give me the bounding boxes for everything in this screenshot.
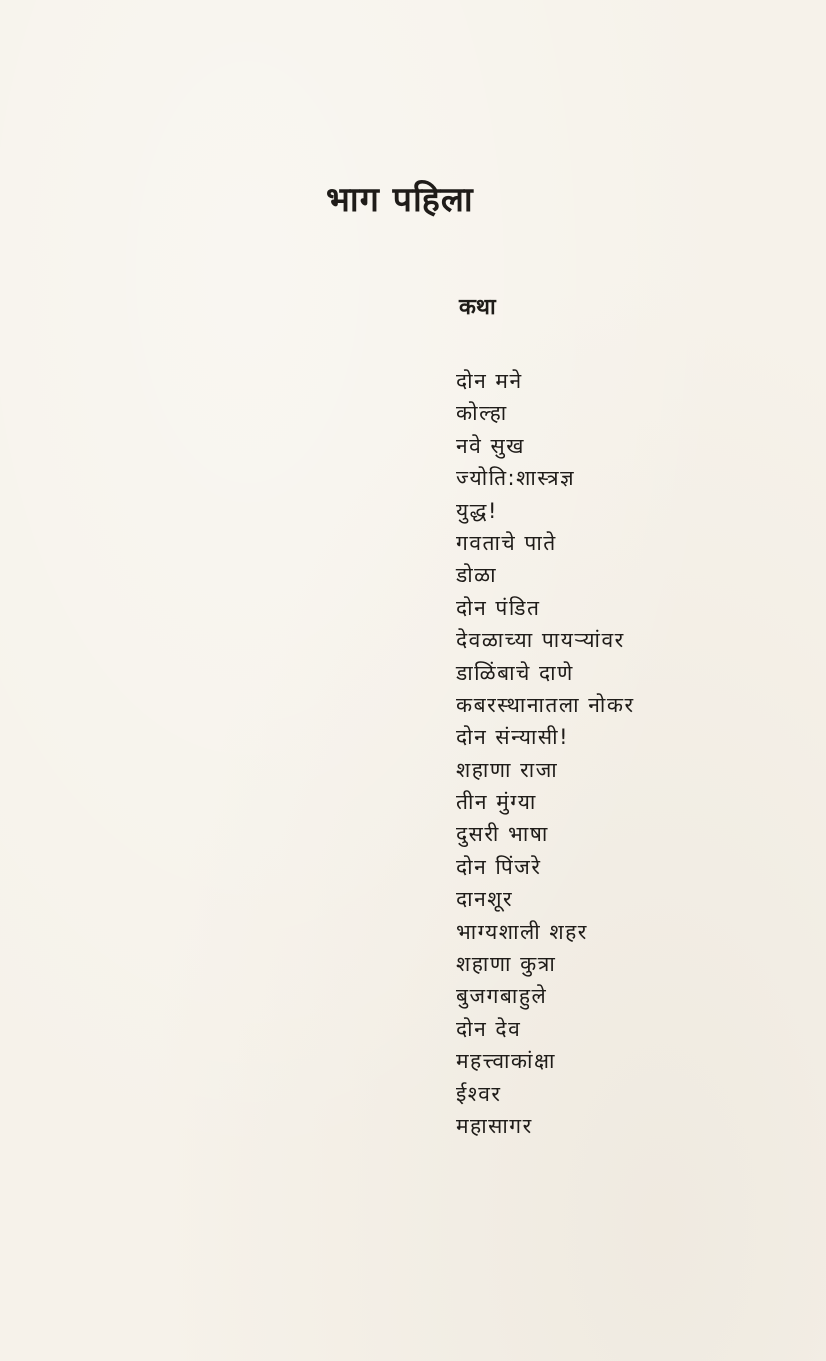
list-item: ईश्वर (456, 1081, 502, 1106)
list-item: भाग्यशाली शहर (456, 919, 588, 944)
list-item: ज्योति:शास्त्रज्ञ (456, 466, 576, 491)
list-item: दोन पिंजरे (456, 854, 542, 879)
list-item: डोळा (456, 563, 498, 588)
story-list (456, 365, 635, 1142)
list-item: दुसरी भाषा (456, 822, 549, 847)
list-item: शहाणा राजा (456, 757, 559, 782)
list-item: तीन मुंग्या (456, 790, 537, 815)
part-title: भाग पहिला (326, 180, 474, 220)
list-item: देवळाच्या पायऱ्यांवर (456, 628, 625, 653)
list-item: कबरस्थानातला नोकर (456, 692, 635, 717)
list-item: बुजगबाहुले (456, 984, 548, 1009)
list-item: डाळिंबाचे दाणे (456, 660, 574, 685)
list-item: दानशूर (456, 887, 514, 912)
list-item: दोन संन्यासी! (456, 725, 569, 750)
list-item: युद्ध! (456, 498, 498, 523)
list-item: महासागर (456, 1113, 533, 1138)
section-title: कथा (459, 295, 496, 320)
list-item: दोन देव (456, 1016, 522, 1041)
list-item: शहाणा कुत्रा (456, 952, 557, 977)
list-item: गवताचे पाते (456, 530, 557, 555)
list-item: दोन पंडित (456, 595, 541, 620)
list-item: नवे सुख (456, 433, 525, 458)
list-item: दोन मने (456, 369, 523, 393)
list-item: महत्त्वाकांक्षा (456, 1049, 556, 1074)
list-item: कोल्हा (456, 401, 508, 426)
